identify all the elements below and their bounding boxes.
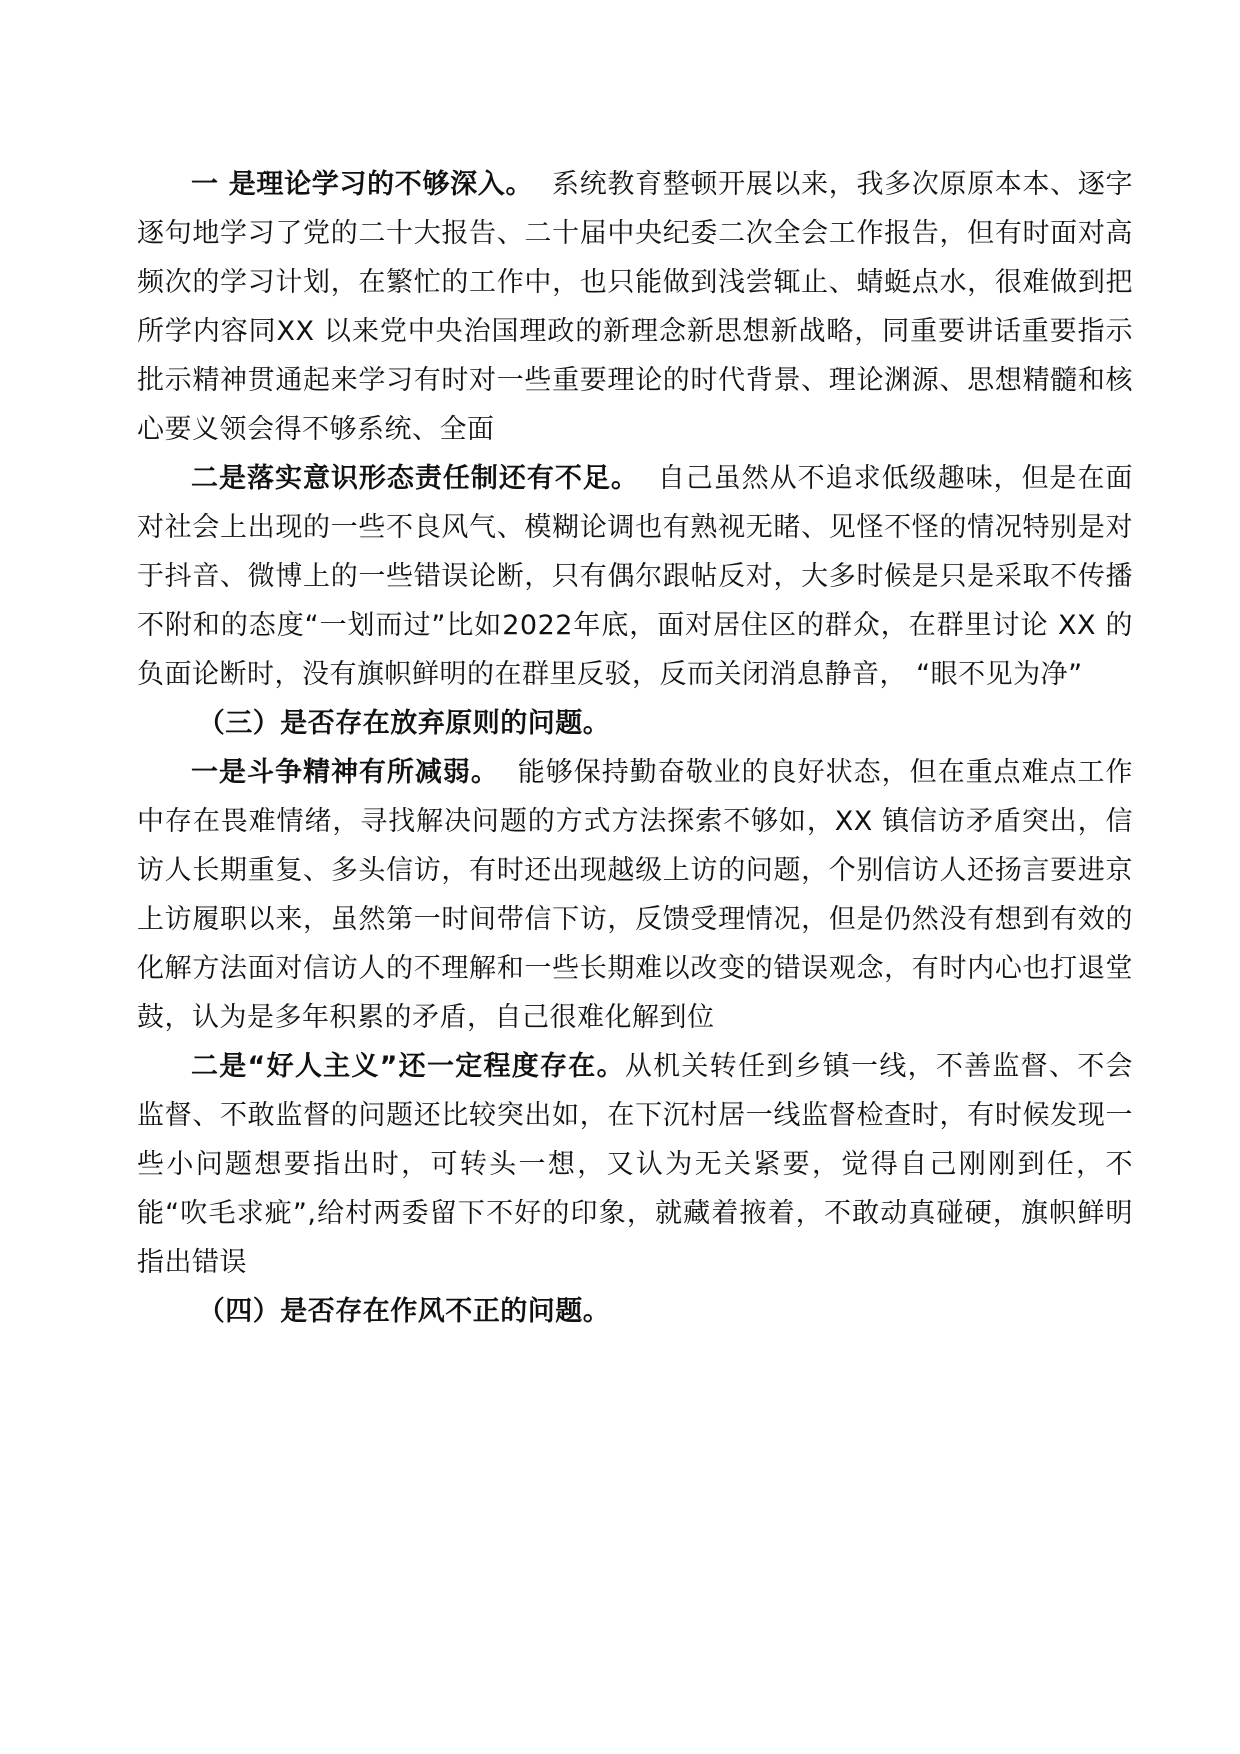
section-heading-4: （四）是否存在作风不正的问题。: [197, 1296, 611, 1327]
paragraph-lead: 一 是理论学习的不够深入。: [191, 169, 534, 200]
paragraph-text: 能够保持勤奋敬业的良好状态，但在重点难点工作中存在畏难情绪，寻找解决问题的方式方法探索不够如，XX 镇信访矛盾突出，信访人长期重复、多头信访，有时还出现越级上访的问题，个别信访人还扬言要进京上访履职以来，虽然第一时间带信下访，反馈受理情况，但是仍然没有想到有效的化解方法面对信访人的不理解和一些长期难以改变的错误观念，有时内心也打退堂鼓，认为是多年积累的矛盾，自己很难化解到位: [137, 757, 1134, 1033]
paragraph-text: 从机关转任到乡镇一线，不善监督、不会监督、不敢监督的问题还比较突出如，在下沉村居一线监督检查时，有时候发现一些小问题想要指出时，可转头一想，又认为无关紧要，觉得自己刚刚到任，不能“吹毛求疵”,给村两委留下不好的印象，就藏着掖着，不敢动真碰硬，旗帜鲜明指出错误: [137, 1051, 1133, 1278]
paragraph-lead: 一是斗争精神有所减弱。: [191, 757, 499, 788]
document-body: [137, 160, 1133, 1336]
paragraph-good-person-attitude: [137, 1042, 1133, 1287]
paragraph-theory-study: [137, 160, 1133, 454]
paragraph-ideology-responsibility: [137, 454, 1133, 699]
paragraph-lead: 二是落实意识形态责任制还有不足。: [191, 463, 639, 494]
section-heading-3: （三）是否存在放弃原则的问题。: [197, 708, 611, 739]
paragraph-fighting-spirit: [137, 748, 1133, 1042]
paragraph-text: 自己虽然从不追求低级趣味，但是在面对社会上出现的一些不良风气、模糊论调也有熟视无睹、见怪不怪的情况特别是对于抖音、微博上的一些错误论断，只有偶尔跟帖反对，大多时候是只是采取不传播不附和的态度“一划而过”比如2022年底，面对居住区的群众，在群里讨论 XX 的负面论断时，没有旗帜鲜明的在群里反驳，反而关闭消息静音， “眼不见为净”: [137, 463, 1134, 690]
paragraph-text: 系统教育整顿开展以来，我多次原原本本、逐字逐句地学习了党的二十大报告、二十届中央纪委二次全会工作报告，但有时面对高频次的学习计划，在繁忙的工作中，也只能做到浅尝辄止、蜻蜓点水，很难做到把所学内容同XX 以来党中央治国理政的新理念新思想新战略，同重要讲话重要指示批示精神贯通起来学习有时对一些重要理论的时代背景、理论渊源、思想精髓和核心要义领会得不够系统、全面: [137, 169, 1134, 445]
paragraph-lead: 二是“好人主义”还一定程度存在。: [191, 1051, 625, 1082]
